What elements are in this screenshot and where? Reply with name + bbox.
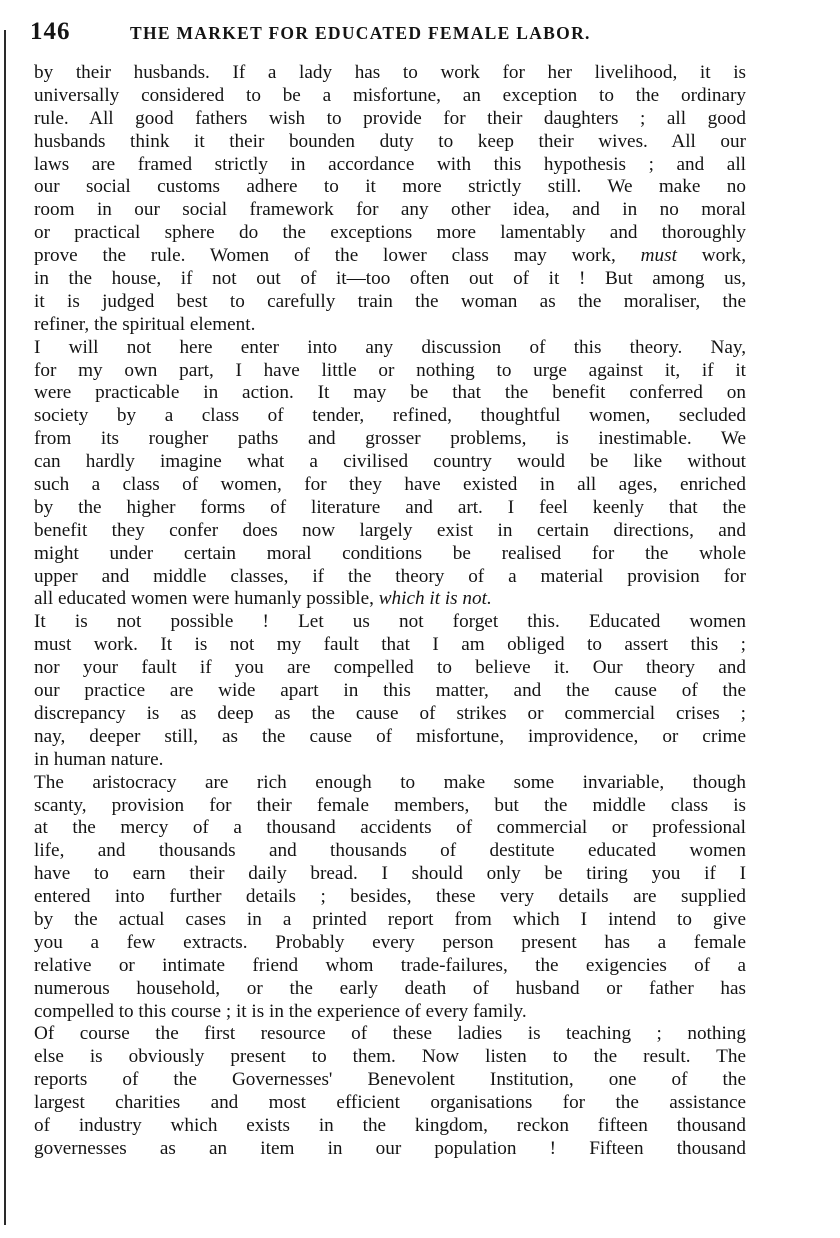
text-line — [34, 909, 746, 932]
text-run: you a few extracts. Probably every person present has a female — [34, 931, 746, 953]
page-edge-rule — [4, 30, 6, 1225]
text-line — [34, 703, 746, 726]
text-run: by their husbands. If a lady has to work for her livelihood, it is — [34, 62, 746, 83]
text-line — [34, 451, 746, 474]
text-line — [34, 405, 746, 428]
text-line — [34, 840, 746, 863]
text-run: Of course the first resource of these ladies is teaching ; nothing — [34, 1023, 746, 1045]
page-header — [30, 18, 810, 52]
text-line — [34, 795, 746, 818]
text-line — [34, 932, 746, 955]
text-line — [34, 360, 746, 383]
text-run: The aristocracy are rich enough to make some invariable, though — [34, 771, 746, 793]
text-run: It is not possible ! Let us not forget this. Educated women — [34, 611, 746, 633]
text-line — [34, 1092, 746, 1115]
text-line — [34, 474, 746, 497]
text-run: benefit they confer does now largely exist in certain directions, and — [34, 519, 746, 541]
text-line — [34, 497, 746, 520]
text-run: for my own part, I have little or nothing to urge against it, if it — [34, 359, 746, 381]
text-line — [34, 749, 746, 772]
italic-text: must — [640, 245, 677, 267]
text-line — [34, 680, 746, 703]
text-run: relative or intimate friend whom trade-failures, the exigencies of a — [34, 954, 746, 976]
text-line — [34, 863, 746, 886]
text-line — [34, 154, 746, 177]
text-run: work, — [676, 245, 746, 267]
text-run: such a class of women, for they have existed in all ages, enriched — [34, 474, 746, 496]
text-line — [34, 1115, 746, 1138]
text-run: husbands think it their bounden duty to keep their wives. All our — [34, 130, 746, 152]
text-line — [34, 428, 746, 451]
text-run: numerous household, or the early death of husband or father has — [34, 977, 746, 999]
text-line — [34, 886, 746, 909]
text-run: society by a class of tender, refined, thoughtful women, secluded — [34, 405, 746, 427]
paragraph — [34, 1023, 746, 1160]
text-line — [34, 176, 746, 199]
text-run: in the house, if not out of it—too often out of it ! But among us, — [34, 268, 746, 290]
text-run: upper and middle classes, if the theory of a material provision for — [34, 565, 746, 587]
text-line — [34, 726, 746, 749]
text-line — [34, 611, 746, 634]
text-line — [34, 222, 746, 245]
paragraph — [34, 62, 746, 337]
text-line — [34, 1069, 746, 1092]
text-line — [34, 382, 746, 405]
text-run: our practice are wide apart in this matter, and the cause of the — [34, 680, 746, 702]
text-line — [34, 245, 746, 268]
text-run: refiner, the spiritual element. — [34, 313, 256, 335]
text-run: at the mercy of a thousand accidents of commercial or professional — [34, 817, 746, 839]
text-line — [34, 337, 746, 360]
text-run: must work. It is not my fault that I am obliged to assert this ; — [34, 634, 746, 656]
text-line — [34, 199, 746, 222]
text-run: or practical sphere do the exceptions more lamentably and thoroughly — [34, 222, 746, 244]
paragraph — [34, 337, 746, 612]
text-run: rule. All good fathers wish to provide for their daughters ; all good — [34, 107, 746, 129]
text-line — [34, 634, 746, 657]
text-line — [34, 817, 746, 840]
text-run: reports of the Governesses' Benevolent Institution, one of the — [34, 1069, 746, 1091]
text-run: by the higher forms of literature and art. I feel keenly that the — [34, 496, 746, 518]
text-line — [34, 588, 746, 611]
text-run: universally considered to be a misfortune, an exception to the ordinary — [34, 84, 746, 106]
text-run: nor your fault if you are compelled to believe it. Our theory and — [34, 657, 746, 679]
text-run: else is obviously present to them. Now listen to the result. The — [34, 1046, 746, 1068]
text-run: can hardly imagine what a civilised country would be like without — [34, 451, 746, 473]
body-text — [34, 62, 746, 1161]
italic-text: which it is not. — [378, 588, 492, 610]
text-run: largest charities and most efficient organisations for the assistance — [34, 1092, 746, 1114]
text-line — [34, 131, 746, 154]
paragraph — [34, 772, 746, 1024]
page-number: 146 — [30, 18, 71, 45]
text-line — [34, 520, 746, 543]
text-line — [34, 108, 746, 131]
text-line — [34, 978, 746, 1001]
text-run: our social customs adhere to it more strictly still. We make no — [34, 176, 746, 198]
text-line — [34, 566, 746, 589]
text-line — [34, 543, 746, 566]
text-run: nay, deeper still, as the cause of misfortune, improvidence, or crime — [34, 725, 746, 747]
text-run: life, and thousands and thousands of destitute educated women — [34, 840, 746, 862]
text-run: laws are framed strictly in accordance with this hypothesis ; and all — [34, 153, 746, 175]
text-run: were practicable in action. It may be that the benefit conferred on — [34, 382, 746, 404]
text-line — [34, 955, 746, 978]
running-title: THE MARKET FOR EDUCATED FEMALE LABOR. — [130, 23, 591, 43]
paragraph — [34, 611, 746, 771]
text-run: governesses as an item in our population ! Fifteen thousand — [34, 1137, 746, 1159]
text-run: prove the rule. Women of the lower class may work, — [34, 245, 641, 267]
text-run: I will not here enter into any discussion of this theory. Nay, — [34, 336, 746, 358]
text-line — [34, 772, 746, 795]
text-run: in human nature. — [34, 748, 164, 770]
text-run: of industry which exists in the kingdom, reckon fifteen thousand — [34, 1114, 746, 1136]
text-line — [34, 657, 746, 680]
text-run: from its rougher paths and grosser problems, is inestimable. We — [34, 428, 746, 450]
text-line — [34, 62, 746, 85]
text-run: discrepancy is as deep as the cause of strikes or commercial crises ; — [34, 702, 746, 724]
text-line — [34, 1023, 746, 1046]
text-line — [34, 85, 746, 108]
text-line — [34, 1046, 746, 1069]
text-run: by the actual cases in a printed report from which I intend to give — [34, 908, 746, 930]
text-line — [34, 291, 746, 314]
text-run: it is judged best to carefully train the woman as the moraliser, the — [34, 290, 746, 312]
text-run: room in our social framework for any other idea, and in no moral — [34, 199, 746, 221]
text-run: have to earn their daily bread. I should only be tiring you if I — [34, 863, 746, 885]
text-run: might under certain moral conditions be realised for the whole — [34, 542, 746, 564]
text-run: scanty, provision for their female members, but the middle class is — [34, 794, 746, 816]
text-run: entered into further details ; besides, these very details are supplied — [34, 886, 746, 908]
text-line — [34, 268, 746, 291]
text-run: compelled to this course ; it is in the experience of every family. — [34, 1000, 527, 1022]
text-line — [34, 1001, 746, 1024]
text-line — [34, 314, 746, 337]
text-line — [34, 1138, 746, 1161]
text-run: all educated women were humanly possible, — [34, 588, 379, 610]
